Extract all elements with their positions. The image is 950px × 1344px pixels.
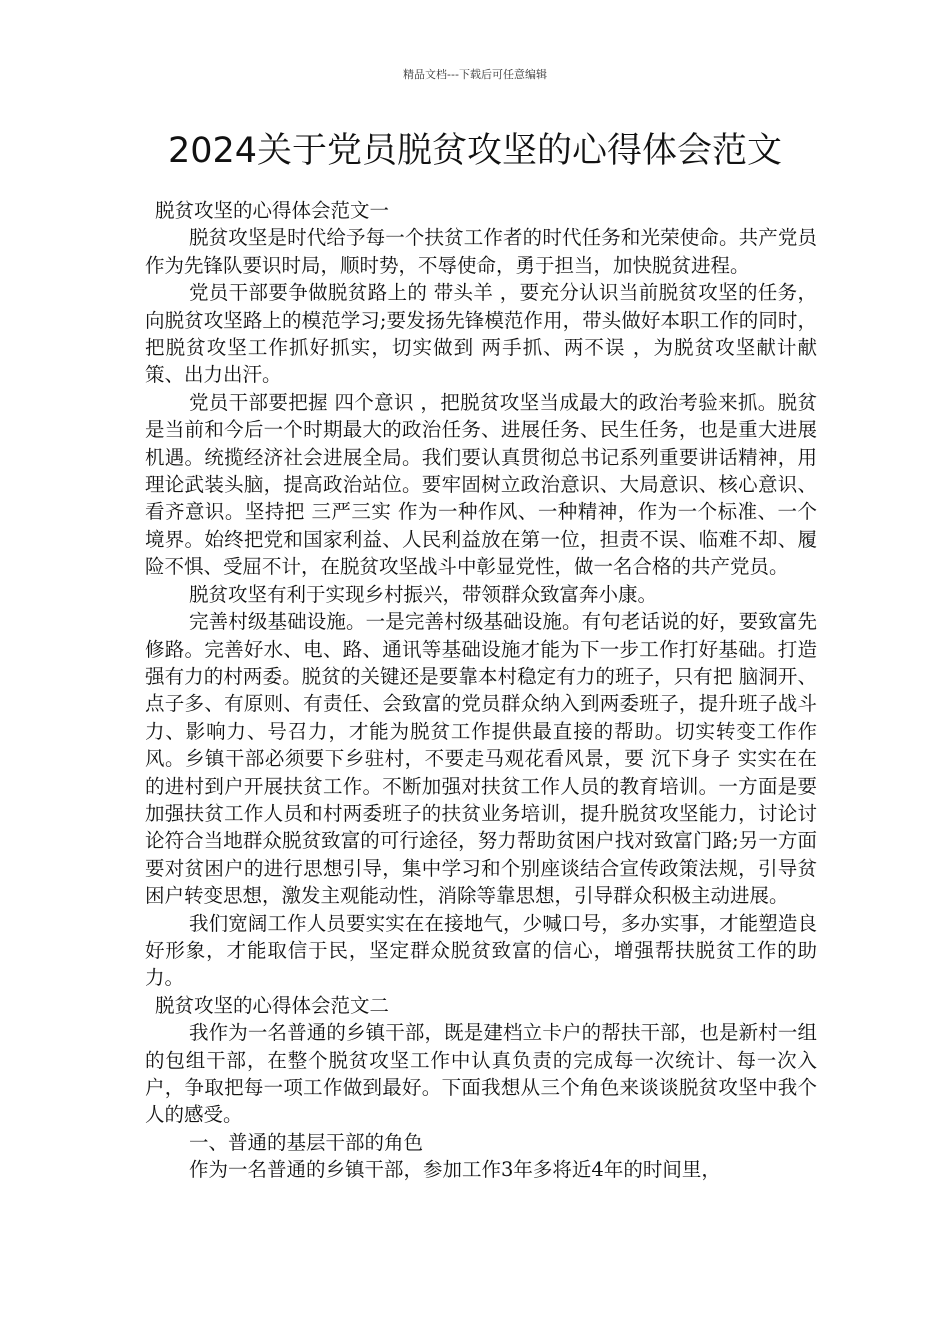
section-heading-2: 脱贫攻坚的心得体会范文二: [155, 993, 390, 1017]
paragraph: 党员干部要争做脱贫路上的 带头羊 ，要充分认识当前脱贫攻坚的任务，向脱贫攻坚路上的模范学习;要发扬先锋模范作用，带头做好本职工作的同时，把脱贫攻坚工作抓好抓实，切实做到 两手抓、两不误 ，为脱贫攻坚献计献策、出力出汗。: [145, 281, 817, 387]
paragraph: 党员干部要把握 四个意识 ，把脱贫攻坚当成最大的政治考验来抓。脱贫是当前和今后一个时期最大的政治任务、进展任务、民生任务，也是重大进展机遇。统揽经济社会进展全局。我们要认真贯彻总书记系列重要讲话精神，用理论武装头脑，提高政治站位。要牢固树立政治意识、大局意识、核心意识、看齐意识。坚持把 三严三实 作为一种作风、一种精神，作为一个标准、一个境界。始终把党和国家利益、人民利益放在第一位，担责不误、临难不却、履险不惧、受屈不计，在脱贫攻坚战斗中彰显党性，做一名合格的共产党员。: [145, 390, 817, 579]
header-note: 精品文档---下载后可任意编辑: [403, 68, 547, 81]
page-title: 2024关于党员脱贫攻坚的心得体会范文: [167, 131, 783, 171]
section-heading-1: 脱贫攻坚的心得体会范文一: [155, 199, 390, 222]
paragraph: 脱贫攻坚有利于实现乡村振兴，带领群众致富奔小康。: [189, 582, 658, 606]
paragraph: 脱贫攻坚是时代给予每一个扶贫工作者的时代任务和光荣使命。共产党员作为先锋队要识时局，顺时势，不辱使命，勇于担当，加快脱贫进程。: [145, 226, 817, 277]
paragraph: 我作为一名普通的乡镇干部，既是建档立卡户的帮扶干部，也是新村一组的包组干部，在整个脱贫攻坚工作中认真负责的完成每一次统计、每一次入户，争取把每一项工作做到最好。下面我想从三个角色来谈谈脱贫攻坚中我个人的感受。: [145, 1021, 817, 1127]
paragraph: 完善村级基础设施。一是完善村级基础设施。有句老话说的好，要致富先修路。完善好水、电、路、通讯等基础设施才能为下一步工作打好基础。打造强有力的村两委。脱贫的关键还是要靠本村稳定有力的班子，只有把 脑洞开、点子多、有原则、有责任、会致富的党员群众纳入到两委班子，提升班子战斗力、影响力、号召力，才能为脱贫工作提供最直接的帮助。切实转变工作作风。乡镇干部必须要下乡驻村，不要走马观花看风景，要 沉下身子 实实在在的进村到户开展扶贫工作。不断加强对扶贫工作人员的教育培训。一方面是要加强扶贫工作人员和村两委班子的扶贫业务培训，提升脱贫攻坚能力，讨论讨论符合当地群众脱贫致富的可行途径，努力帮助贫困户找对致富门路;另一方面要对贫困户的进行思想引导，集中学习和个别座谈结合宣传政策法规，引导贫困户转变思想，激发主观能动性，消除等靠思想，引导群众积极主动进展。: [145, 610, 817, 908]
subsection-heading: 一、普通的基层干部的角色: [189, 1130, 424, 1154]
paragraph: 我们宽阔工作人员要实实在在接地气，少喊口号，多办实事，才能塑造良好形象，才能取信于民，坚定群众脱贫致富的信心，增强帮扶脱贫工作的助力。: [145, 911, 817, 990]
paragraph: 作为一名普通的乡镇干部，参加工作3年多将近4年的时间里，: [189, 1158, 721, 1182]
document-body: [145, 197, 817, 1184]
